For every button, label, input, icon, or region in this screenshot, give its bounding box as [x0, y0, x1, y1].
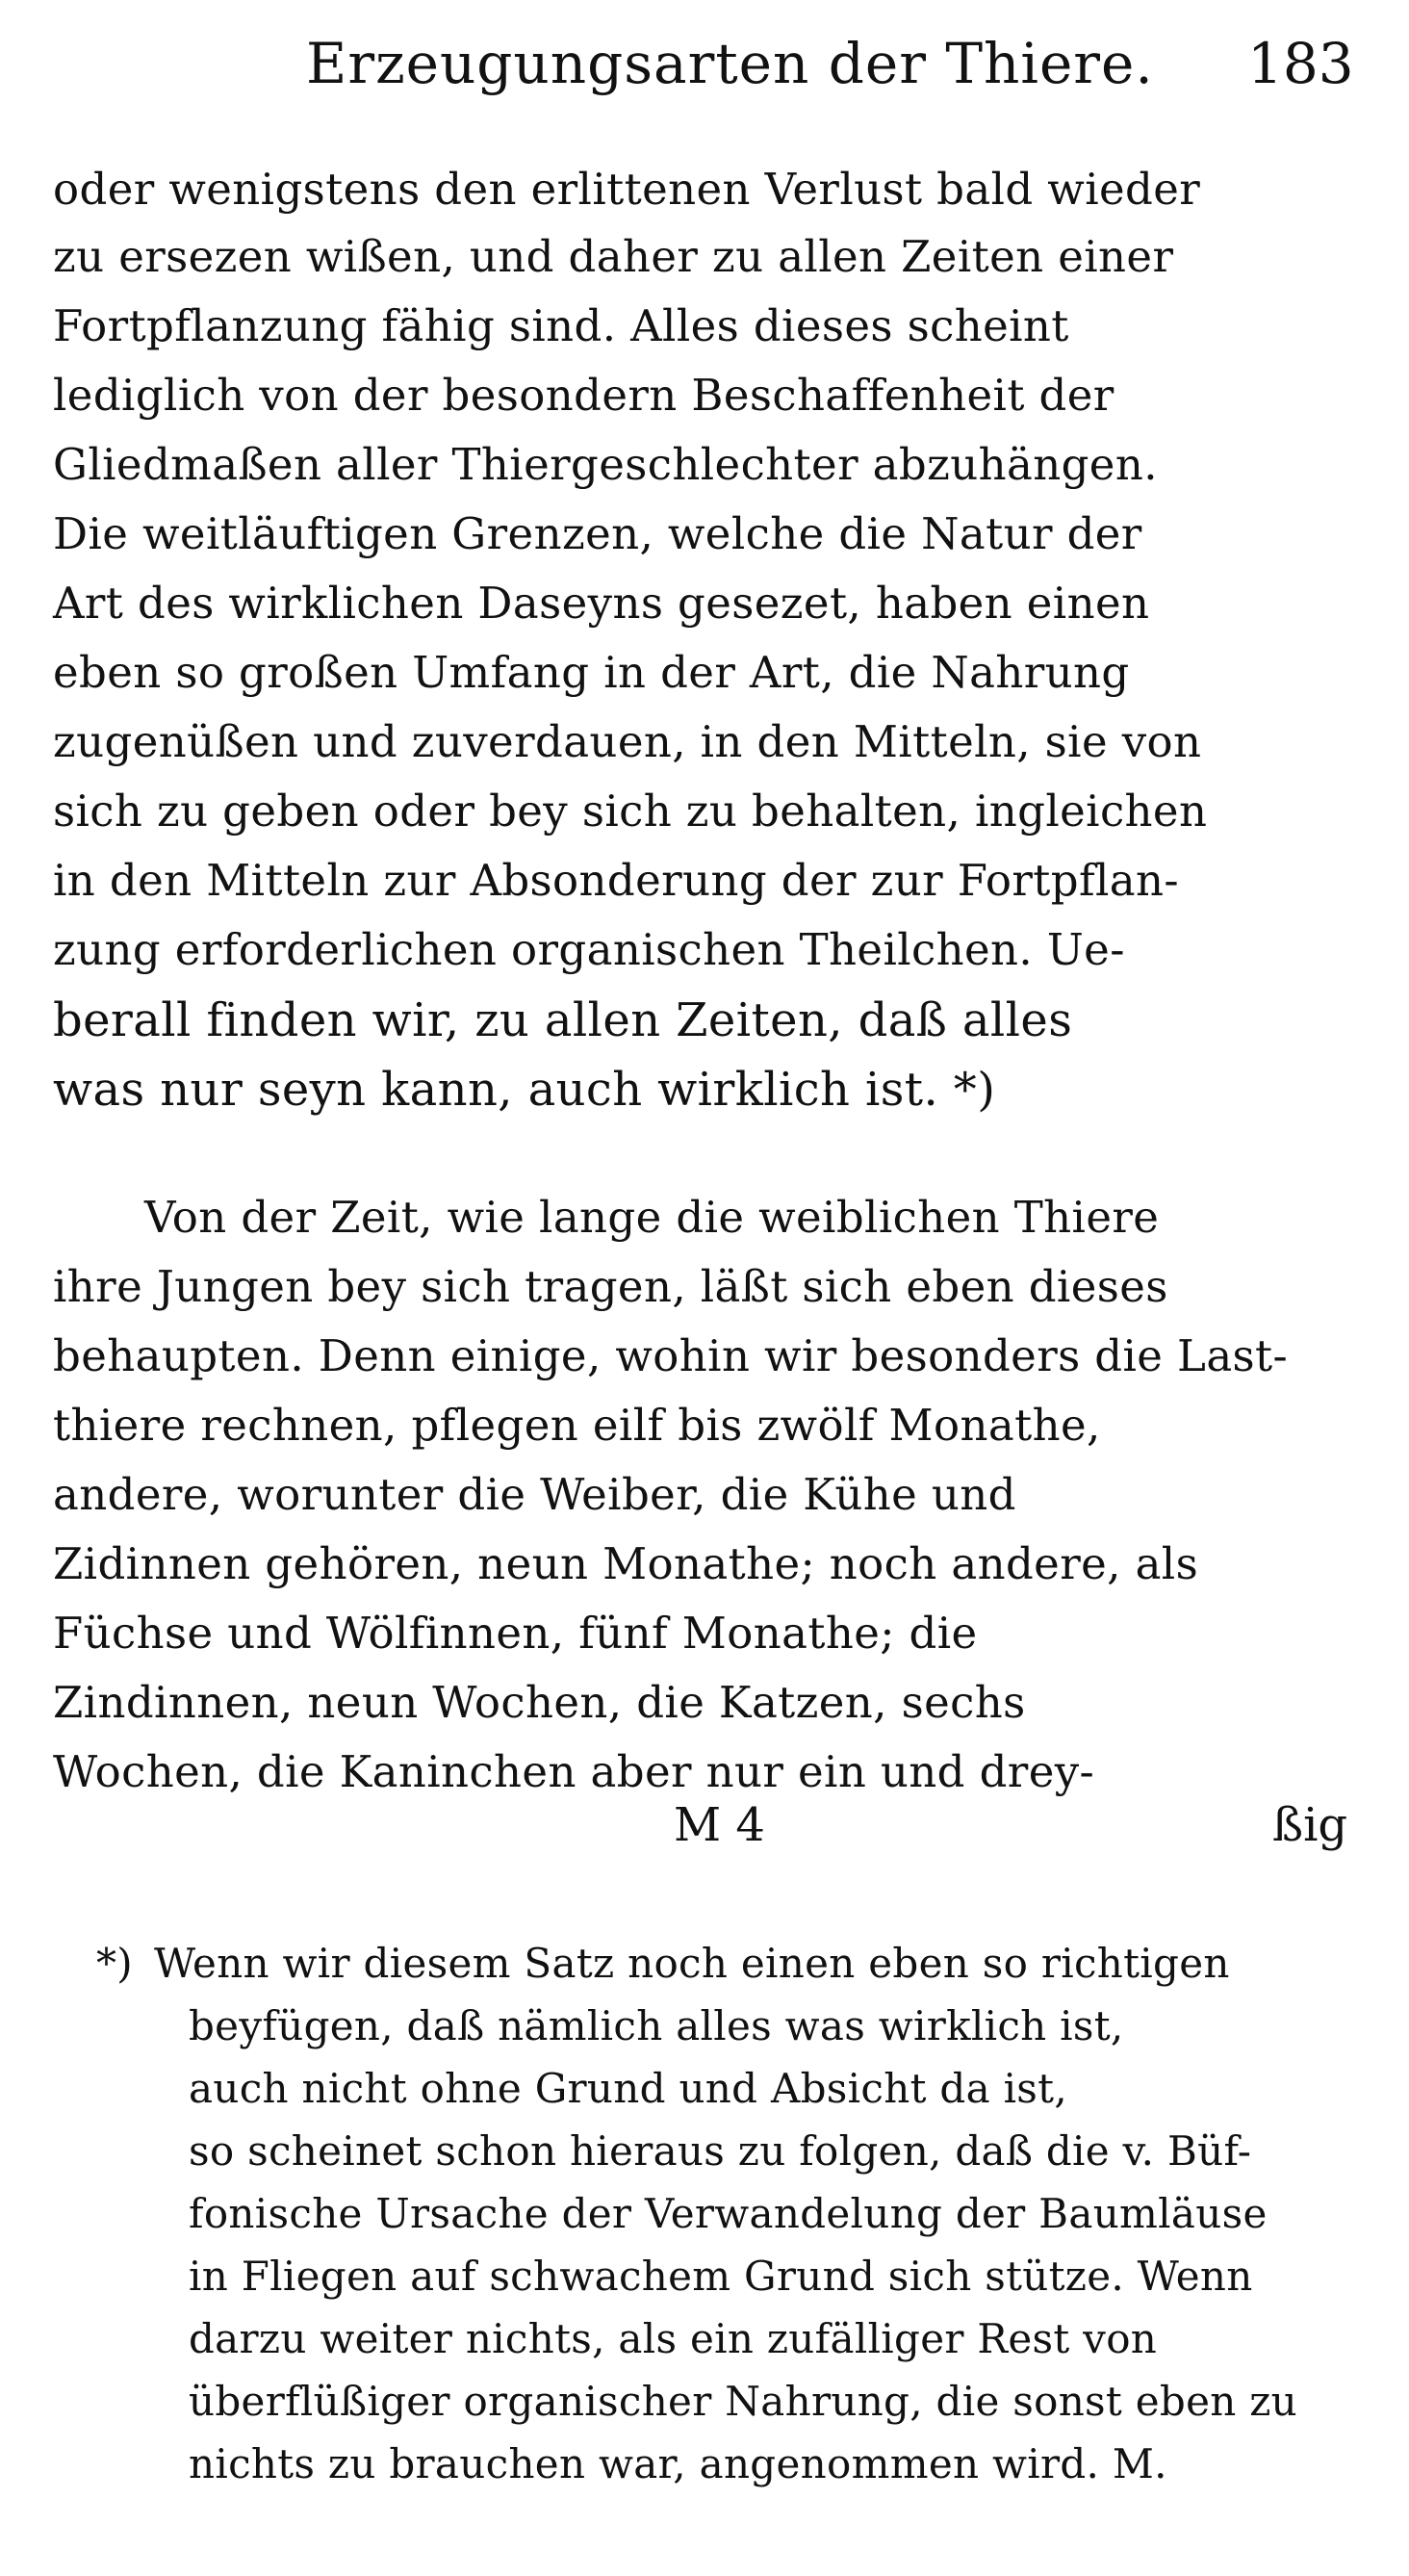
- footnote-marker: *): [96, 1940, 133, 1987]
- text-line: Zidinnen gehören, neun Monathe; noch andere, als: [53, 1538, 1199, 1589]
- footnote-line: auch nicht ohne Grund und Absicht da ist,: [189, 2065, 1067, 2112]
- text-line: Fortpflanzung fähig sind. Alles dieses scheint: [53, 300, 1069, 351]
- text-line: was nur seyn kann, auch wirklich ist. *): [53, 1063, 996, 1117]
- footnote-line: darzu weiter nichts, als ein zufälliger Rest von: [189, 2315, 1158, 2362]
- text-line: Art des wirklichen Daseyns gesezet, haben einen: [53, 578, 1150, 629]
- text-line: andere, worunter die Weiber, die Kühe und: [53, 1469, 1016, 1520]
- text-line: Füchse und Wölfinnen, fünf Monathe; die: [53, 1608, 978, 1659]
- running-title: Erzeugungsarten der Thiere.: [306, 31, 1154, 96]
- footnote-line: beyfügen, daß nämlich alles was wirklich ist,: [189, 2002, 1124, 2049]
- text-line: thiere rechnen, pflegen eilf bis zwölf Monathe,: [53, 1400, 1101, 1451]
- footnote-line: so scheinet schon hieraus zu folgen, daß die v. Büf-: [189, 2127, 1252, 2175]
- footnote-line: fonische Ursache der Verwandelung der Baumläuse: [189, 2190, 1268, 2237]
- running-header: [0, 31, 1409, 108]
- footnote-line: Wenn wir diesem Satz noch einen eben so richtigen: [154, 1940, 1230, 1987]
- signature-mark: M 4: [674, 1798, 765, 1852]
- text-line: Die weitläuftigen Grenzen, welche die Natur der: [53, 508, 1142, 559]
- text-line: behaupten. Denn einige, wohin wir besonders die Last-: [53, 1330, 1289, 1381]
- text-line: oder wenigstens den erlittenen Verlust bald wieder: [53, 164, 1201, 215]
- text-line: zung erforderlichen organischen Theilchen. Ue-: [53, 924, 1125, 975]
- text-line: Zindinnen, neun Wochen, die Katzen, sechs: [53, 1677, 1026, 1728]
- text-line: berall finden wir, zu allen Zeiten, daß alles: [53, 993, 1073, 1047]
- text-line: Von der Zeit, wie lange die weiblichen Thiere: [144, 1192, 1160, 1243]
- text-line: ihre Jungen bey sich tragen, läßt sich eben dieses: [53, 1261, 1168, 1312]
- catchword: ßig: [1272, 1798, 1348, 1852]
- footnote-line: nichts zu brauchen war, angenommen wird. M.: [189, 2440, 1167, 2487]
- footnote-line: in Fliegen auf schwachem Grund sich stütze. Wenn: [189, 2253, 1253, 2300]
- text-line: Gliedmaßen aller Thiergeschlechter abzuhängen.: [53, 439, 1158, 490]
- text-line: lediglich von der besondern Beschaffenheit der: [53, 370, 1114, 421]
- text-line: zugenüßen und zuverdauen, in den Mitteln, sie von: [53, 716, 1202, 767]
- footnote-line: überflüßiger organischer Nahrung, die sonst eben zu: [189, 2378, 1298, 2425]
- text-line: in den Mitteln zur Absonderung der zur Fortpflan-: [53, 855, 1180, 906]
- text-line: Wochen, die Kaninchen aber nur ein und drey-: [53, 1746, 1095, 1797]
- page-number: 183: [1247, 31, 1354, 96]
- text-line: zu ersezen wißen, und daher zu allen Zeiten einer: [53, 231, 1174, 282]
- text-line: sich zu geben oder bey sich zu behalten, ingleichen: [53, 786, 1208, 837]
- text-line: eben so großen Umfang in der Art, die Nahrung: [53, 647, 1130, 698]
